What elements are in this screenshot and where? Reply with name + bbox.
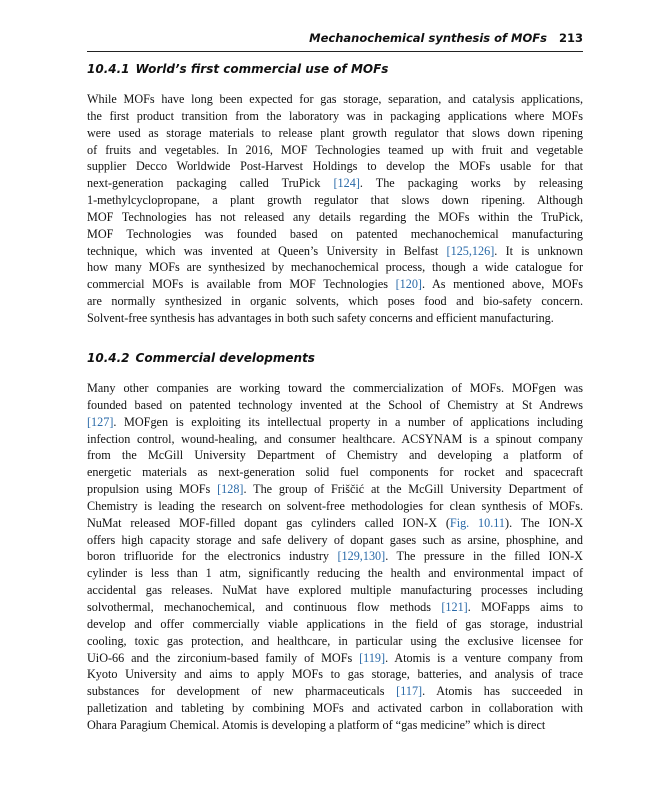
- text-line: [87, 683, 583, 700]
- citation-link[interactable]: Fig. 10.11: [449, 515, 506, 530]
- text-run: propulsion using MOFs: [87, 482, 218, 497]
- text-run: substances for development of new pharmaceuticals: [87, 684, 397, 699]
- text-line: [87, 717, 583, 734]
- text-run: energetic materials as next-generation solid fuel components for rocket and spacecraft: [87, 465, 583, 480]
- text-run: founded based on patented technology invented at the School of Chemistry at St Andrews: [87, 397, 583, 412]
- text-line: [87, 243, 583, 260]
- section-number: 10.4.2: [87, 351, 130, 365]
- text-run: . The group of Friščić at the McGill University Department of: [243, 482, 583, 497]
- text-run: NuMat released MOF-filled dopant gas cylinders called ION-X (: [87, 515, 450, 530]
- text-line: [87, 464, 583, 481]
- text-run: . As mentioned above, MOFs: [422, 277, 584, 292]
- citation-link[interactable]: [127]: [87, 414, 114, 429]
- text-run: Chemistry is leading the research on solvent-free methodologies for clean synthesis of MOFs.: [87, 498, 583, 513]
- section-heading-10-4-1: [87, 62, 388, 76]
- text-run: were used as storage materials to release plant growth regulator that slows down ripening: [87, 125, 583, 140]
- text-run: UiO-66 and the zirconium-based family of MOFs: [87, 650, 360, 665]
- section-title: Commercial developments: [135, 351, 315, 365]
- text-run: . It is unknown: [494, 243, 584, 258]
- citation-link[interactable]: [129,130]: [337, 549, 386, 564]
- text-run: . The pressure in the filled ION-X: [385, 549, 583, 564]
- text-run: technique, which was invented at Queen’s University in Belfast: [87, 243, 447, 258]
- text-run: commercial MOFs is available from MOF Technologies: [87, 277, 396, 292]
- citation-link[interactable]: [119]: [359, 650, 386, 665]
- text-run: next-generation packaging called TruPick: [87, 176, 334, 191]
- text-line: [87, 532, 583, 549]
- text-run: cooling, toxic gas protection, and healthcare, in particular using the exclusive licensee for: [87, 633, 583, 648]
- text-run: of fruits and vegetables. In 2016, MOF Technologies teamed up with fruit and vegetable: [87, 142, 583, 157]
- text-line: [87, 108, 583, 125]
- text-run: Many other companies are working toward the commercialization of MOFs. MOFgen was: [87, 381, 583, 395]
- text-line: [87, 175, 583, 192]
- citation-link[interactable]: [120]: [395, 277, 422, 292]
- text-line: [87, 142, 583, 159]
- section-heading-10-4-2: [87, 351, 315, 365]
- citation-link[interactable]: [121]: [441, 599, 468, 614]
- text-line: [87, 276, 583, 293]
- text-line: [87, 397, 583, 414]
- text-run: . Atomis has succeeded in: [422, 684, 583, 699]
- text-line: [87, 582, 583, 599]
- section-title: World’s first commercial use of MOFs: [135, 62, 389, 76]
- text-line: [87, 700, 583, 717]
- citation-link[interactable]: [117]: [396, 684, 423, 699]
- citation-link[interactable]: [125,126]: [446, 243, 495, 258]
- text-run: While MOFs have long been expected for gas storage, separation, and catalysis applications,: [87, 92, 583, 106]
- text-line: [87, 650, 583, 667]
- text-run: MOF Technologies has not released any details regarding the MOFs within the TruPick,: [87, 209, 583, 224]
- text-line: [87, 616, 583, 633]
- text-run: accidental gas releases. NuMat have explored multiple manufacturing processes including: [87, 583, 583, 598]
- text-run: infection control, wound-healing, and consumer healthcare. ACSYNAM is a spinout company: [87, 431, 583, 446]
- text-run: cylinder is less than 1 atm, significantly reducing the health and environmental impact of: [87, 566, 583, 581]
- text-run: Ohara Paragium Chemical. Atomis is developing a platform of “gas medicine” which is direct: [87, 717, 546, 732]
- citation-link[interactable]: [124]: [333, 176, 360, 191]
- text-line: [87, 158, 583, 175]
- text-run: . MOFapps aims to: [467, 599, 583, 614]
- text-line: [87, 192, 583, 209]
- text-run: are normally synthesized in organic solvents, which poses food and bio-safety concern.: [87, 294, 583, 309]
- section-number: 10.4.1: [87, 62, 130, 76]
- text-run: Solvent-free synthesis has advantages in both such safety concerns and efficient manufacturing.: [87, 310, 554, 325]
- text-run: how many MOFs are synthesized by mechanochemical process, though a wide catalogue for: [87, 260, 583, 275]
- text-line: [87, 599, 583, 616]
- text-run: 1-methylcyclopropane, a plant growth regulator that slows down ripening. Although: [87, 193, 583, 208]
- text-run: offers high capacity storage and safe delivery of dopant gases such as arsine, phosphine, and: [87, 532, 583, 547]
- section-10-4-1-paragraph: [87, 91, 583, 327]
- text-run: . MOFgen is exploiting its intellectual property in a number of applications including: [113, 414, 583, 429]
- text-run: develop and offer commercially viable applications in the field of gas storage, industrial: [87, 616, 583, 631]
- text-line: [87, 565, 583, 582]
- running-title: Mechanochemical synthesis of MOFs: [309, 31, 547, 45]
- text-run: from the McGill University Department of Chemistry and developing a platform of: [87, 448, 583, 463]
- text-line: [87, 666, 583, 683]
- text-run: . Atomis is a venture company from: [385, 650, 583, 665]
- text-run: the first product transition from the laboratory was in packaging applications where MOFs: [87, 108, 583, 123]
- text-line: [87, 125, 583, 142]
- page-number: 213: [558, 31, 583, 45]
- text-line: [87, 209, 583, 226]
- text-line: [87, 259, 583, 276]
- text-line: [87, 515, 583, 532]
- text-line: [87, 431, 583, 448]
- citation-link[interactable]: [128]: [217, 482, 244, 497]
- text-run: Kyoto University and aims to apply MOFs to gas storage, batteries, and analysis of trace: [87, 667, 583, 682]
- text-run: . The packaging works by releasing: [359, 176, 583, 191]
- text-line: [87, 481, 583, 498]
- text-line: [87, 293, 583, 310]
- text-line: [87, 548, 583, 565]
- text-line: [87, 91, 583, 108]
- text-line: [87, 447, 583, 464]
- text-run: ). The ION-X: [505, 515, 583, 530]
- text-line: [87, 226, 583, 243]
- text-run: MOF Technologies was founded based on patented mechanochemical manufacturing: [87, 226, 583, 241]
- text-line: [87, 498, 583, 515]
- text-run: solvothermal, mechanochemical, and continuous flow methods: [87, 599, 442, 614]
- text-line: [87, 310, 583, 327]
- text-run: palletization and tableting by combining MOFs and activated carbon in collaboration with: [87, 701, 583, 716]
- header-rule: [87, 51, 583, 52]
- text-line: [87, 380, 583, 397]
- section-10-4-2-paragraph: [87, 380, 583, 734]
- text-run: supplier Decco Worldwide Post-Harvest Holdings to develop the MOFs usable for that: [87, 159, 583, 174]
- text-line: [87, 633, 583, 650]
- running-header: [309, 31, 583, 51]
- text-line: [87, 414, 583, 431]
- text-run: boron trifluoride for the electronics industry: [87, 549, 338, 564]
